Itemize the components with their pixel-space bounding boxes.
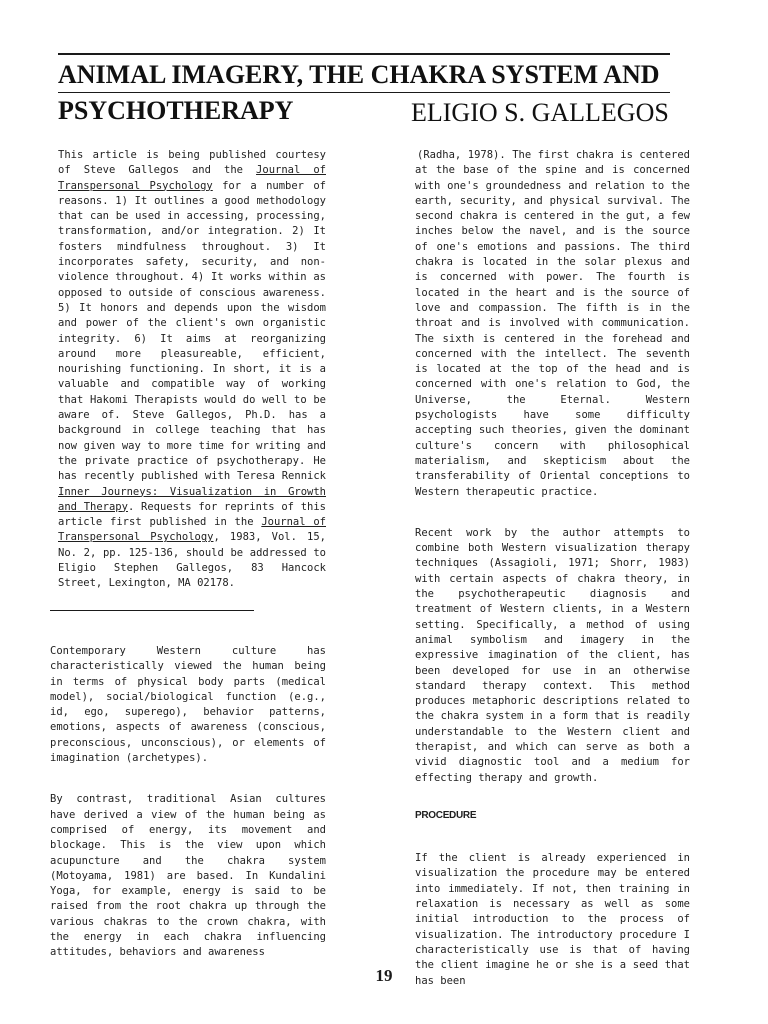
book-title-ref: Inner Journeys: Visualization in Growth and Therapy: [58, 485, 326, 513]
journal-title-ref: Journal of Transpersonal Psychology: [58, 164, 326, 192]
article-title-line2: PSYCHOTHERAPY: [58, 96, 294, 125]
journal-title-ref-2: Journal of Transpersonal Psychology: [58, 516, 326, 544]
right-column: [415, 148, 690, 1011]
article-title-line1: ANIMAL IMAGERY, THE CHAKRA SYSTEM AND: [58, 60, 660, 89]
top-rule: [58, 53, 670, 55]
paragraph-radha: (Radha, 1978). The first chakra is centered at the base of the spine and is concerned with one's groundedness and relation to the earth, security, and physical survival. The second chakra is centered in the gut, a few inches below the navel, and is the source of one's emotions and passions. The third chakra is located in the solar plexus and is concerned with power. The fourth is located in the heart and is the source of love and compassion. The fifth is in the throat and is involved with communication. The sixth is centered in the forehead and concerned with the intellect. The seventh is located at the top of the head and is concerned with one's relation to God, the Universe, the Eternal. Western psychologists have some difficulty accepting such theories, given the dominant culture's concern with philosophical materialism, and skepticism about the transferability of Oriental conceptions to Western therapeutic practice.: [415, 149, 690, 498]
left-column: [58, 148, 326, 614]
paragraph-procedure: If the client is already experienced in visualization the procedure may be entered into immediately. If not, then training in relaxation is necessary as well as some initial introduction to the process of visualization. The introductory procedure I characteristically use is that of having the client imagine he or she is a seed that has been: [415, 852, 690, 987]
left-column-body: [50, 644, 326, 983]
title-underline-rule: [58, 92, 670, 93]
paragraph-contemporary: Contemporary Western culture has characteristically viewed the human being in terms of physical body parts (medical model), social/biological function (e.g., id, ego, superego), behavior patterns, emotions, aspects of awareness (conscious, preconscious, unconscious), or elements of imagination (archetypes).: [50, 645, 326, 765]
author-name: ELIGIO S. GALLEGOS: [411, 98, 669, 127]
paragraph-contrast: By contrast, traditional Asian cultures have derived a view of the human being as comprised of energy, its movement and blockage. This is the view upon which acupuncture and the chakra system (Motoyama, 1981) are based. In Kundalini Yoga, for example, energy is said to be raised from the root chakra up through the various chakras to the crown chakra, with the energy in each chakra influencing attitudes, behaviors and awareness: [50, 793, 326, 959]
paragraph-recent-work: Recent work by the author attempts to combine both Western visualization therapy techniques (Assagioli, 1971; Shorr, 1983) with certain aspects of chakra theory, in the psychotherapeutic diagnosis and treatment of Western clients, in a Western setting. Specifically, a method of using animal symbolism and imagery in the expressive imagination of the client, has been developed for use in an otherwise standard therapy context. This method produces metaphoric descriptions related to the chakra system in a form that is readily understandable to the Western client and therapist, and which can serve as both a vivid diagnostic tool and a medium for effecting therapy and growth.: [415, 526, 690, 784]
footnote-separator: [50, 610, 254, 611]
intro-paragraph: This article is being published courtesy of Steve Gallegos and the Journal of Transpersonal Psychology for a number of reasons. 1) It outlines a good methodology that can be used in accessing, processing, transformation, and/or integration. 2) It fosters mindfulness throughout. 3) It incorporates safety, security, and non-violence throughout. 4) It works within as opposed to outside of conscious awareness. 5) It honors and depends upon the wisdom and power of the client's own organistic integrity. 6) It aims at reorganizing around more pleasureable, efficient, nourishing functioning. In short, it is a valuable and compatible way of working that Hakomi Therapists would do well to be aware of. Steve Gallegos, Ph.D. has a background in college teaching that has now given way to more time for writing and the private practice of psychotherapy. He has recently published with Teresa Rennick Inner Journeys: Visualization in Growth and Therapy. Requests for reprints of this article first published in the Journal of Transpersonal Psychology, 1983, Vol. 15, No. 2, pp. 125-136, should be addressed to Eligio Stephen Gallegos, 83 Hancock Street, Lexington, MA 02178.: [58, 149, 326, 590]
section-heading-procedure: PROCEDURE: [415, 809, 477, 821]
page-number: 19: [375, 966, 393, 985]
